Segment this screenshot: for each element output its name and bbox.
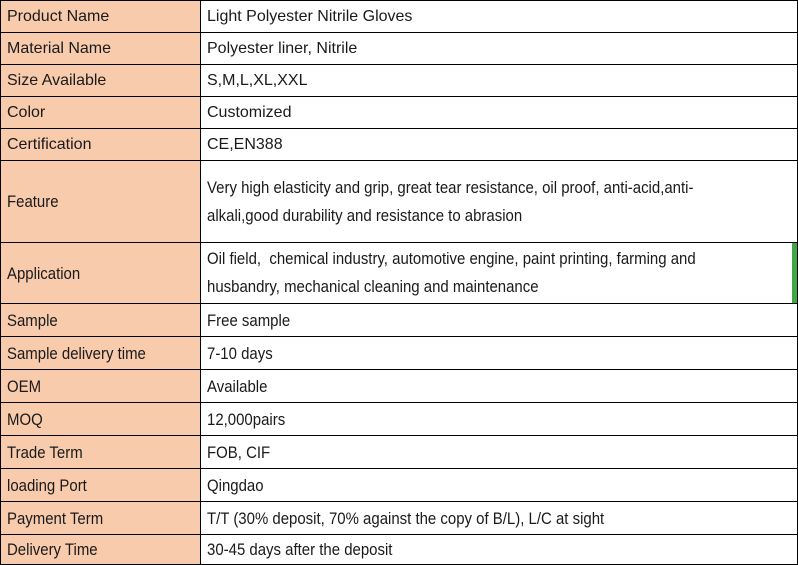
table-row-payment-term xyxy=(1,502,797,535)
row-label-cell xyxy=(1,403,201,435)
row-label-cell xyxy=(1,337,201,369)
row-label: Product Name xyxy=(7,7,110,25)
table-row-color xyxy=(1,97,797,129)
row-value-cell xyxy=(201,370,797,402)
row-value: Light Polyester Nitrile Gloves xyxy=(207,7,413,25)
row-label: Feature xyxy=(7,192,59,211)
row-label-cell xyxy=(1,129,201,160)
row-value-cell xyxy=(201,97,797,128)
row-value: S,M,L,XL,XXL xyxy=(207,71,308,89)
table-row-moq xyxy=(1,403,797,436)
row-label-cell xyxy=(1,535,201,564)
row-label: Certification xyxy=(7,135,92,153)
row-label-cell xyxy=(1,436,201,468)
row-value-cell xyxy=(201,65,797,96)
row-label: Size Available xyxy=(7,71,107,89)
row-value: Oil field, chemical industry, automotive engine, paint printing, farming and husbandry, mechanical cleaning and maintenance xyxy=(207,249,700,296)
row-value-cell xyxy=(201,469,797,501)
row-value-cell xyxy=(201,129,797,160)
row-label: Delivery Time xyxy=(7,540,98,559)
row-label-cell xyxy=(1,33,201,64)
row-value: Qingdao xyxy=(207,475,264,495)
row-value: T/T (30% deposit, 70% against the copy of B/L), L/C at sight xyxy=(207,508,605,528)
row-value: Free sample xyxy=(207,310,291,330)
row-value-cell xyxy=(201,337,797,369)
table-row-application xyxy=(1,243,797,304)
table-row-size-available xyxy=(1,65,797,97)
table-row-loading-port xyxy=(1,469,797,502)
row-value-cell xyxy=(201,161,797,242)
row-label: Application xyxy=(7,263,81,283)
row-value: Very high elasticity and grip, great tear resistance, oil proof, anti-acid,anti-alkali,good durability and resistance to abrasion xyxy=(207,177,694,225)
table-row-trade-term xyxy=(1,436,797,469)
table-row-product-name xyxy=(1,1,797,33)
table-row-sample-delivery-time xyxy=(1,337,797,370)
row-label: Payment Term xyxy=(7,508,104,528)
table-row-material-name xyxy=(1,33,797,65)
table-row-delivery-time xyxy=(1,535,797,564)
row-value-cell xyxy=(201,243,797,303)
row-label: Color xyxy=(7,103,46,121)
row-label: Sample xyxy=(7,310,58,330)
row-label-cell xyxy=(1,65,201,96)
row-label: Material Name xyxy=(7,39,112,57)
table-row-certification xyxy=(1,129,797,161)
row-value-cell xyxy=(201,436,797,468)
row-value-cell xyxy=(201,535,797,564)
table-row-sample xyxy=(1,304,797,337)
row-value: Available xyxy=(207,376,268,396)
row-label: loading Port xyxy=(7,475,87,495)
row-label-cell xyxy=(1,502,201,534)
row-value: Polyester liner, Nitrile xyxy=(207,39,358,57)
row-value: CE,EN388 xyxy=(207,135,283,153)
row-label: Sample delivery time xyxy=(7,343,146,363)
row-label-cell xyxy=(1,97,201,128)
row-label-cell xyxy=(1,469,201,501)
row-value-cell xyxy=(201,403,797,435)
row-label-cell xyxy=(1,161,201,242)
row-value-cell xyxy=(201,304,797,336)
table-row-feature xyxy=(1,161,797,243)
row-value-cell xyxy=(201,33,797,64)
row-value-cell xyxy=(201,502,797,534)
highlight-bar xyxy=(792,243,797,303)
row-label: MOQ xyxy=(7,409,43,429)
row-label-cell xyxy=(1,370,201,402)
row-label-cell xyxy=(1,304,201,336)
row-label-cell xyxy=(1,243,201,303)
row-label: Trade Term xyxy=(7,442,83,462)
row-label-cell xyxy=(1,1,201,32)
row-value-cell xyxy=(201,1,797,32)
row-value: 30-45 days after the deposit xyxy=(207,540,393,559)
row-value: Customized xyxy=(207,103,292,121)
row-value: 7-10 days xyxy=(207,343,273,363)
row-value: 12,000pairs xyxy=(207,409,286,429)
row-value: FOB, CIF xyxy=(207,442,271,462)
row-label: OEM xyxy=(7,376,42,396)
table-row-oem xyxy=(1,370,797,403)
